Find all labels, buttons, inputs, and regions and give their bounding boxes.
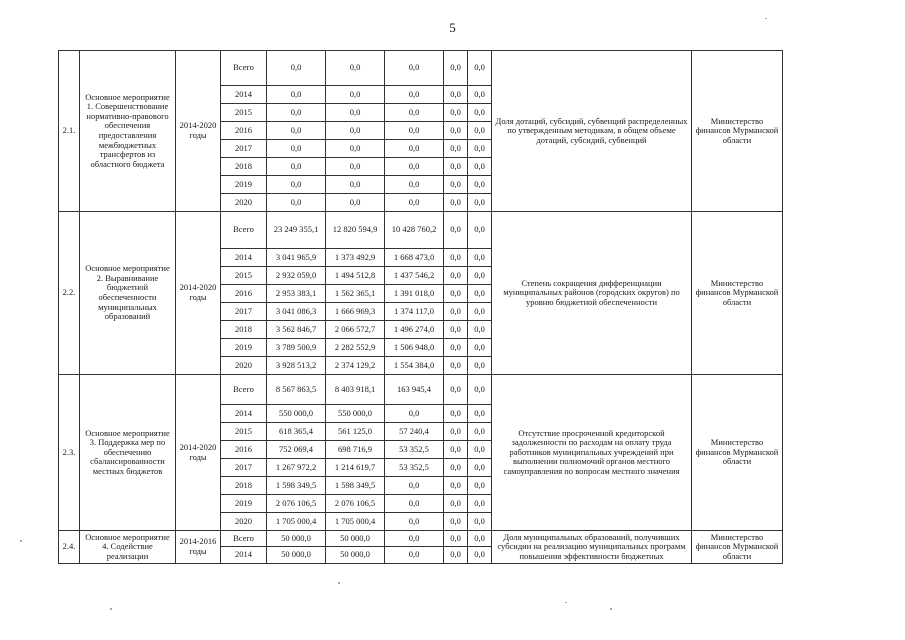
loc-value-cell: 0,0	[444, 212, 468, 249]
reg-value-cell: 0,0	[385, 531, 444, 547]
loc-value-cell: 0,0	[444, 531, 468, 547]
budget-measures-table	[58, 50, 783, 564]
scan-speck	[610, 608, 612, 610]
fed-value-cell: 2 282 552,9	[326, 339, 385, 357]
fed-value-cell: 698 716,9	[326, 441, 385, 459]
fed-value-cell: 8 403 918,1	[326, 375, 385, 405]
scan-speck	[765, 18, 767, 19]
loc-value-cell: 0,0	[444, 441, 468, 459]
year-cell: 2014	[221, 249, 267, 267]
responsible-executor: Министерство финансов Мурманской области	[692, 375, 783, 531]
loc-value-cell: 0,0	[444, 158, 468, 176]
scan-speck	[565, 602, 567, 603]
year-cell: 2015	[221, 267, 267, 285]
fed-value-cell: 561 125,0	[326, 423, 385, 441]
scan-speck	[20, 540, 22, 542]
loc-value-cell: 0,0	[444, 267, 468, 285]
fed-value-cell: 0,0	[326, 194, 385, 212]
reg-value-cell: 0,0	[385, 122, 444, 140]
oth-value-cell: 0,0	[468, 339, 492, 357]
table-row	[59, 375, 783, 405]
section-number: 2.2.	[59, 212, 80, 375]
year-cell: 2017	[221, 140, 267, 158]
year-cell: 2018	[221, 477, 267, 495]
oth-value-cell: 0,0	[468, 285, 492, 303]
year-cell: 2016	[221, 285, 267, 303]
table-row	[59, 51, 783, 86]
fed-value-cell: 0,0	[326, 104, 385, 122]
fed-value-cell: 2 374 129,2	[326, 357, 385, 375]
oth-value-cell: 0,0	[468, 321, 492, 339]
loc-value-cell: 0,0	[444, 495, 468, 513]
reg-value-cell: 0,0	[385, 513, 444, 531]
loc-value-cell: 0,0	[444, 104, 468, 122]
oth-value-cell: 0,0	[468, 140, 492, 158]
total-value-cell: 618 365,4	[267, 423, 326, 441]
year-cell: 2019	[221, 495, 267, 513]
oth-value-cell: 0,0	[468, 477, 492, 495]
year-cell: 2016	[221, 441, 267, 459]
loc-value-cell: 0,0	[444, 547, 468, 564]
total-value-cell: 0,0	[267, 51, 326, 86]
oth-value-cell: 0,0	[468, 158, 492, 176]
loc-value-cell: 0,0	[444, 423, 468, 441]
reg-value-cell: 0,0	[385, 51, 444, 86]
reg-value-cell: 10 428 760,2	[385, 212, 444, 249]
reg-value-cell: 0,0	[385, 140, 444, 158]
reg-value-cell: 53 352,5	[385, 459, 444, 477]
loc-value-cell: 0,0	[444, 140, 468, 158]
loc-value-cell: 0,0	[444, 339, 468, 357]
fed-value-cell: 1 705 000,4	[326, 513, 385, 531]
year-cell: 2014	[221, 86, 267, 104]
target-indicator: Отсутствие просроченной кредиторской задолженности по расходам на оплату труда работников муниципальных учреждений при выполнении полномочий органов местного самоуправления по вопросам местного значения	[492, 375, 692, 531]
loc-value-cell: 0,0	[444, 194, 468, 212]
reg-value-cell: 1 554 384,0	[385, 357, 444, 375]
reg-value-cell: 0,0	[385, 194, 444, 212]
loc-value-cell: 0,0	[444, 357, 468, 375]
oth-value-cell: 0,0	[468, 495, 492, 513]
fed-value-cell: 2 066 572,7	[326, 321, 385, 339]
reg-value-cell: 1 668 473,0	[385, 249, 444, 267]
year-cell: 2019	[221, 176, 267, 194]
total-value-cell: 3 041 086,3	[267, 303, 326, 321]
reg-value-cell: 1 374 117,0	[385, 303, 444, 321]
implementation-term: 2014-2020 годы	[176, 212, 221, 375]
year-cell: Всего	[221, 375, 267, 405]
total-value-cell: 0,0	[267, 122, 326, 140]
loc-value-cell: 0,0	[444, 122, 468, 140]
responsible-executor: Министерство финансов Мурманской области	[692, 51, 783, 212]
total-value-cell: 50 000,0	[267, 531, 326, 547]
oth-value-cell: 0,0	[468, 513, 492, 531]
year-cell: 2018	[221, 321, 267, 339]
total-value-cell: 2 953 383,1	[267, 285, 326, 303]
table-row	[59, 531, 783, 547]
total-value-cell: 3 928 513,2	[267, 357, 326, 375]
section-number: 2.1.	[59, 51, 80, 212]
oth-value-cell: 0,0	[468, 51, 492, 86]
total-value-cell: 0,0	[267, 140, 326, 158]
total-value-cell: 50 000,0	[267, 547, 326, 564]
oth-value-cell: 0,0	[468, 357, 492, 375]
fed-value-cell: 0,0	[326, 122, 385, 140]
oth-value-cell: 0,0	[468, 441, 492, 459]
total-value-cell: 3 789 500,9	[267, 339, 326, 357]
responsible-executor: Министерство финансов Мурманской области	[692, 531, 783, 564]
fed-value-cell: 2 076 106,5	[326, 495, 385, 513]
reg-value-cell: 57 240,4	[385, 423, 444, 441]
reg-value-cell: 0,0	[385, 405, 444, 423]
fed-value-cell: 0,0	[326, 176, 385, 194]
year-cell: 2014	[221, 405, 267, 423]
total-value-cell: 8 567 863,5	[267, 375, 326, 405]
fed-value-cell: 12 820 594,9	[326, 212, 385, 249]
total-value-cell: 3 562 846,7	[267, 321, 326, 339]
oth-value-cell: 0,0	[468, 86, 492, 104]
total-value-cell: 550 000,0	[267, 405, 326, 423]
section-number: 2.4.	[59, 531, 80, 564]
reg-value-cell: 0,0	[385, 158, 444, 176]
target-indicator: Степень сокращения дифференциации муниципальных районов (городских округов) по уровню бюджетной обеспеченности	[492, 212, 692, 375]
year-cell: 2015	[221, 423, 267, 441]
total-value-cell: 0,0	[267, 86, 326, 104]
implementation-term: 2014-2020 годы	[176, 375, 221, 531]
reg-value-cell: 1 506 948,0	[385, 339, 444, 357]
oth-value-cell: 0,0	[468, 531, 492, 547]
year-cell: 2017	[221, 459, 267, 477]
year-cell: 2020	[221, 513, 267, 531]
fed-value-cell: 0,0	[326, 158, 385, 176]
oth-value-cell: 0,0	[468, 405, 492, 423]
oth-value-cell: 0,0	[468, 194, 492, 212]
oth-value-cell: 0,0	[468, 176, 492, 194]
oth-value-cell: 0,0	[468, 303, 492, 321]
oth-value-cell: 0,0	[468, 547, 492, 564]
oth-value-cell: 0,0	[468, 375, 492, 405]
fed-value-cell: 550 000,0	[326, 405, 385, 423]
fed-value-cell: 1 666 969,3	[326, 303, 385, 321]
loc-value-cell: 0,0	[444, 249, 468, 267]
oth-value-cell: 0,0	[468, 267, 492, 285]
total-value-cell: 2 076 106,5	[267, 495, 326, 513]
measure-name: Основное мероприятие 1. Совершенствование нормативно-правового обеспечения предоставления межбюджетных трансфертов из областного бюджета	[80, 51, 176, 212]
total-value-cell: 0,0	[267, 176, 326, 194]
reg-value-cell: 0,0	[385, 176, 444, 194]
reg-value-cell: 1 437 546,2	[385, 267, 444, 285]
oth-value-cell: 0,0	[468, 104, 492, 122]
total-value-cell: 1 705 000,4	[267, 513, 326, 531]
total-value-cell: 3 041 965,9	[267, 249, 326, 267]
reg-value-cell: 163 945,4	[385, 375, 444, 405]
loc-value-cell: 0,0	[444, 513, 468, 531]
oth-value-cell: 0,0	[468, 423, 492, 441]
year-cell: 2015	[221, 104, 267, 122]
total-value-cell: 2 932 059,0	[267, 267, 326, 285]
table-row	[59, 212, 783, 249]
measure-name: Основное мероприятие 4. Содействие реализации	[80, 531, 176, 564]
fed-value-cell: 50 000,0	[326, 531, 385, 547]
total-value-cell: 23 249 355,1	[267, 212, 326, 249]
year-cell: 2017	[221, 303, 267, 321]
reg-value-cell: 53 352,5	[385, 441, 444, 459]
loc-value-cell: 0,0	[444, 51, 468, 86]
target-indicator: Доля дотаций, субсидий, субвенций распределенных по утвержденным методикам, в общем объеме дотаций, субсидий, субвенций	[492, 51, 692, 212]
table-body	[59, 51, 783, 564]
fed-value-cell: 1 214 619,7	[326, 459, 385, 477]
reg-value-cell: 0,0	[385, 547, 444, 564]
fed-value-cell: 1 598 349,5	[326, 477, 385, 495]
loc-value-cell: 0,0	[444, 459, 468, 477]
target-indicator: Доля муниципальных образований, получивших субсидии на реализацию муниципальных программ повышения эффективности бюджетных	[492, 531, 692, 564]
oth-value-cell: 0,0	[468, 122, 492, 140]
loc-value-cell: 0,0	[444, 375, 468, 405]
year-cell: 2020	[221, 194, 267, 212]
measure-name: Основное мероприятие 2. Выравнивание бюджетной обеспеченности муниципальных образований	[80, 212, 176, 375]
loc-value-cell: 0,0	[444, 405, 468, 423]
implementation-term: 2014-2020 годы	[176, 51, 221, 212]
scan-speck	[110, 608, 112, 610]
reg-value-cell: 0,0	[385, 477, 444, 495]
implementation-term: 2014-2016 годы	[176, 531, 221, 564]
total-value-cell: 1 598 349,5	[267, 477, 326, 495]
fed-value-cell: 50 000,0	[326, 547, 385, 564]
scan-speck	[338, 582, 340, 584]
section-number: 2.3.	[59, 375, 80, 531]
loc-value-cell: 0,0	[444, 285, 468, 303]
page-number: 5	[449, 20, 456, 35]
year-cell: 2014	[221, 547, 267, 564]
reg-value-cell: 0,0	[385, 86, 444, 104]
fed-value-cell: 1 562 365,1	[326, 285, 385, 303]
total-value-cell: 0,0	[267, 194, 326, 212]
total-value-cell: 0,0	[267, 158, 326, 176]
reg-value-cell: 0,0	[385, 495, 444, 513]
loc-value-cell: 0,0	[444, 321, 468, 339]
oth-value-cell: 0,0	[468, 459, 492, 477]
loc-value-cell: 0,0	[444, 477, 468, 495]
total-value-cell: 1 267 972,2	[267, 459, 326, 477]
oth-value-cell: 0,0	[468, 212, 492, 249]
oth-value-cell: 0,0	[468, 249, 492, 267]
total-value-cell: 0,0	[267, 104, 326, 122]
year-cell: Всего	[221, 531, 267, 547]
fed-value-cell: 0,0	[326, 86, 385, 104]
total-value-cell: 752 069,4	[267, 441, 326, 459]
fed-value-cell: 0,0	[326, 51, 385, 86]
reg-value-cell: 0,0	[385, 104, 444, 122]
loc-value-cell: 0,0	[444, 176, 468, 194]
year-cell: 2019	[221, 339, 267, 357]
fed-value-cell: 1 494 512,8	[326, 267, 385, 285]
responsible-executor: Министерство финансов Мурманской области	[692, 212, 783, 375]
fed-value-cell: 0,0	[326, 140, 385, 158]
year-cell: 2016	[221, 122, 267, 140]
reg-value-cell: 1 496 274,0	[385, 321, 444, 339]
fed-value-cell: 1 373 492,9	[326, 249, 385, 267]
year-cell: 2020	[221, 357, 267, 375]
loc-value-cell: 0,0	[444, 303, 468, 321]
year-cell: 2018	[221, 158, 267, 176]
reg-value-cell: 1 391 018,0	[385, 285, 444, 303]
year-cell: Всего	[221, 51, 267, 86]
measure-name: Основное мероприятие 3. Поддержка мер по обеспечению сбалансированности местных бюджетов	[80, 375, 176, 531]
year-cell: Всего	[221, 212, 267, 249]
loc-value-cell: 0,0	[444, 86, 468, 104]
